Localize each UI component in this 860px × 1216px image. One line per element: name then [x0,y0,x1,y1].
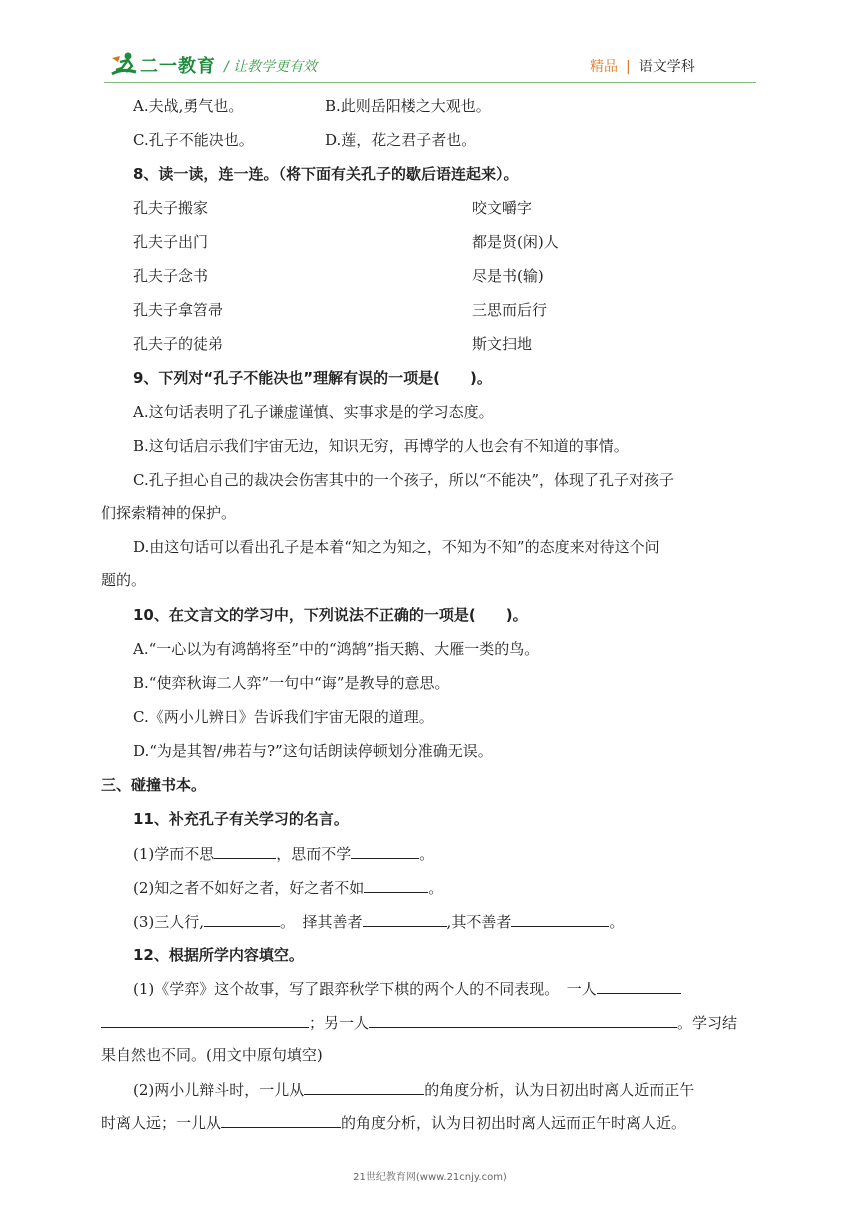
answer-blank[interactable] [369,1011,677,1028]
answer-blank[interactable] [364,876,428,893]
q9-option-d-cont: 题的。 [101,571,147,589]
q11-l2-text-b: 。 [428,879,444,897]
answer-blank[interactable] [101,1011,309,1028]
answer-blank[interactable] [363,910,447,927]
header-divider [104,82,756,83]
brand-slogan: / 让教学更有效 [224,59,318,75]
q11-line-3 [133,910,624,933]
badge-quality: 精品 [590,59,618,75]
badge-separator: | [626,59,631,75]
answer-blank[interactable] [351,842,419,859]
q8-right-item: 咬文嚼字 [472,199,533,217]
q8-left-item: 孔夫子出门 [133,233,209,251]
q11-l3-text-b: 。 择其善者 [280,913,363,931]
q9-option-d: D.由这句话可以看出孔子是本着“知之为知之，不知为不知”的态度来对待这个问 [133,538,660,556]
q11-l3-text-d: 。 [609,913,625,931]
q11-l3-text-a: (3)三人行, [133,913,205,931]
q12-p2-text-b: 的角度分析，认为日初出时离人近而正午 [424,1081,695,1099]
question-11-title: 11、补充孔子有关学习的名言。 [133,810,349,828]
q12-p2-text-a: (2)两小儿辩斗时，一儿从 [133,1081,305,1099]
section-3-title: 三、碰撞书本。 [101,776,207,794]
q9-option-b: B.这句话启示我们宇宙无边，知识无穷，再博学的人也会有不知道的事情。 [133,437,629,455]
q12-p2-line-2 [101,1111,686,1134]
q12-p1-text-b: ；另一人 [309,1014,370,1032]
q8-right-item: 尽是书(输) [472,267,544,285]
q11-l1-text-c: 。 [419,845,435,863]
q10-option-d: D.“为是其智/弗若与?”这句话朗读停顿划分准确无误。 [133,742,493,760]
q10-option-b: B.“使弈秋诲二人弈”一句中“诲”是教导的意思。 [133,674,450,692]
q8-left-item: 孔夫子的徒弟 [133,335,224,353]
question-9-title: 9、下列对“孔子不能决也”理解有误的一项是( )。 [133,369,492,387]
q8-right-item: 都是贤(闲)人 [472,233,559,251]
q12-p1-text-c: 。学习结 [677,1014,738,1032]
q12-p1-line-1 [133,977,681,1000]
q7-option-b: B.此则岳阳楼之大观也。 [325,97,491,115]
q12-p1-line-2 [101,1011,737,1034]
q12-p1-line-3: 果自然也不同。(用文中原句填空) [101,1046,323,1064]
answer-blank[interactable] [204,910,280,927]
q12-p2-line-1 [133,1078,694,1101]
answer-blank[interactable] [221,1111,341,1128]
q12-p2-text-c: 时离人远；一儿从 [101,1114,222,1132]
answer-blank[interactable] [304,1078,424,1095]
q7-option-d: D.莲，花之君子者也。 [325,131,477,149]
page-footer: 21世纪教育网(www.21cnjy.com) [353,1172,507,1183]
q8-left-item: 孔夫子拿笤帚 [133,301,224,319]
page-header [0,0,860,82]
question-12-title: 12、根据所学内容填空。 [133,946,304,964]
answer-blank[interactable] [597,977,681,994]
question-8-title: 8、读一读，连一连。（将下面有关孔子的歇后语连起来）。 [133,165,519,183]
q11-l1-text-a: (1)学而不思 [133,845,215,863]
q8-right-item: 三思而后行 [472,301,548,319]
q8-left-item: 孔夫子念书 [133,267,209,285]
q11-l3-text-c: ,其不善者 [446,913,512,931]
answer-blank[interactable] [214,842,276,859]
badge-subject: 语文学科 [638,59,695,75]
brand-logo-text: 二一教育 [140,56,216,77]
q11-l2-text-a: (2)知之者不如好之者，好之者不如 [133,879,365,897]
q8-right-item: 斯文扫地 [472,335,533,353]
q7-option-a: A.夫战,勇气也。 [133,97,244,115]
q9-option-c-cont: 们探索精神的保护。 [101,504,237,522]
q11-line-2 [133,876,443,899]
q12-p2-text-d: 的角度分析，认为日初出时离人远而正午时离人近。 [341,1114,687,1132]
q9-option-a: A.这句话表明了孔子谦虚谨慎、实事求是的学习态度。 [133,403,494,421]
q12-p1-text-a: (1)《学弈》这个故事，写了跟弈秋学下棋的两个人的不同表现。 一人 [133,980,597,998]
answer-blank[interactable] [511,910,609,927]
q9-option-c: C.孔子担心自己的裁决会伤害其中的一个孩子，所以“不能决”，体现了孔子对孩子 [133,471,675,489]
q10-option-c: C.《两小儿辨日》告诉我们宇宙无限的道理。 [133,708,434,726]
q10-option-a: A.“一心以为有鸿鹄将至”中的“鸿鹄”指天鹅、大雁一类的鸟。 [133,640,540,658]
q8-left-item: 孔夫子搬家 [133,199,209,217]
subject-badge [590,56,695,76]
q7-option-c: C.孔子不能决也。 [133,131,254,149]
q11-l1-text-b: ，思而不学 [276,845,352,863]
question-10-title: 10、在文言文的学习中，下列说法不正确的一项是( )。 [133,606,528,624]
q11-line-1 [133,842,434,865]
